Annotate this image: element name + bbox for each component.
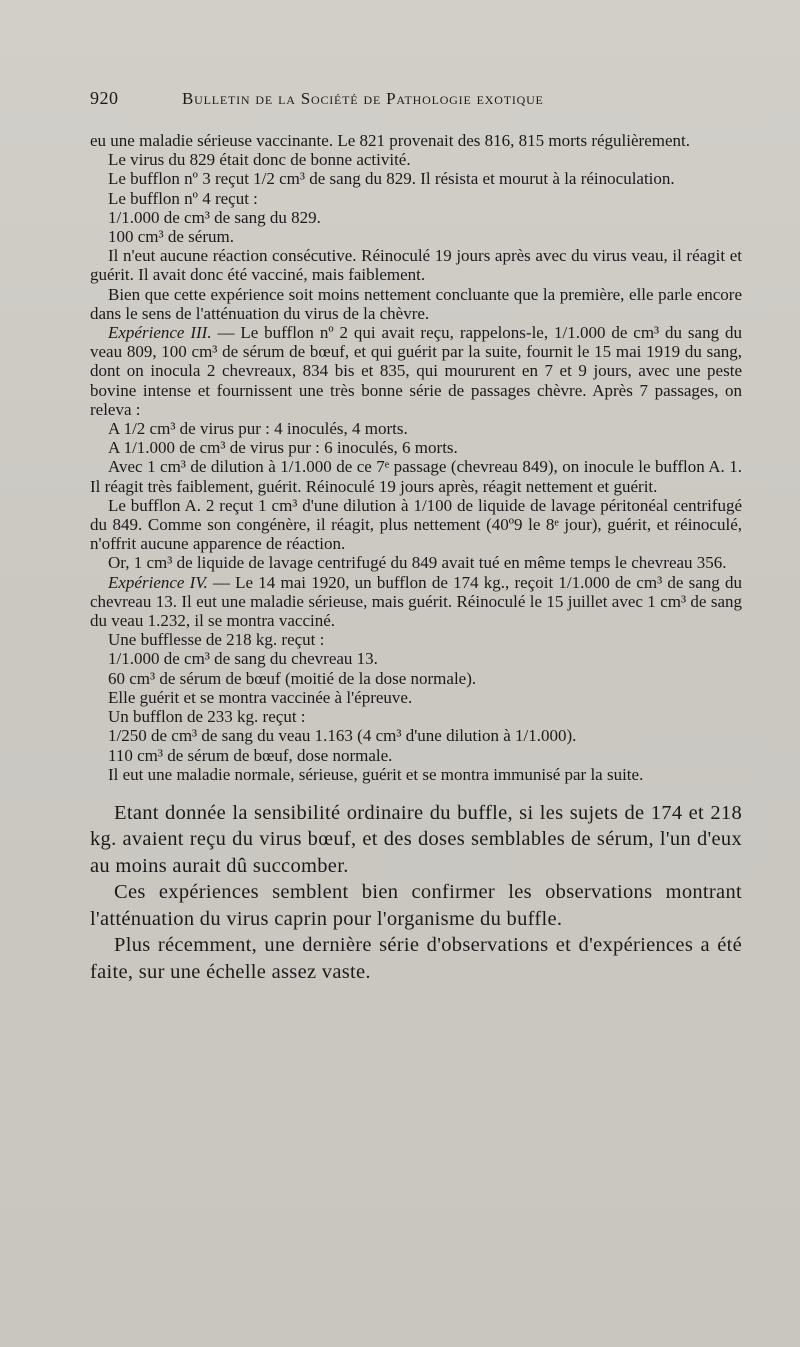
- paragraph-text: 1/250 de cm³ de sang du veau 1.163 (4 cm³ d'une dilution à 1/1.000).: [108, 726, 577, 746]
- paragraph-text: 100 cm³ de sérum.: [108, 227, 234, 247]
- paragraph: [90, 438, 742, 457]
- paragraph: [90, 208, 742, 227]
- running-title: Bulletin de la Société de Pathologie exotique: [182, 89, 544, 108]
- experiment-label: Expérience IV.: [108, 572, 208, 592]
- paragraph: [90, 707, 742, 726]
- paragraph-text: Il n'eut aucune réaction consécutive. Réinoculé 19 jours après avec du virus veau, il réagit et guérit. Il avait donc été vacciné, mais faiblement.: [90, 246, 742, 285]
- paragraph: Ces expériences semblent bien confirmer les observations montrant l'atténuation du virus caprin pour l'organisme du buffle.: [90, 881, 742, 930]
- paragraph: Plus récemment, une dernière série d'observations et d'expériences a été faite, sur une échelle assez vaste.: [90, 934, 742, 983]
- paragraph: [90, 189, 742, 208]
- paragraph-text: Le bufflon A. 2 reçut 1 cm³ d'une dilution à 1/100 de liquide de lavage péritonéal centrifugé du 849. Comme son congénère, il réagit, plus nettement (40º9 le 8ᵉ jour), guérit, et réinoculé, n'offrit aucune apparence de réaction.: [90, 495, 742, 554]
- paragraph: [90, 573, 742, 631]
- paragraph: [90, 688, 742, 707]
- paragraph-text: Le bufflon nº 3 reçut 1/2 cm³ de sang du 829. Il résista et mourut à la réinoculation.: [108, 169, 675, 189]
- paragraph-text: — Le 14 mai 1920, un bufflon de 174 kg., reçoit 1/1.000 de cm³ de sang du chevreau 13. Il eut une maladie sérieuse, mais guérit. Réinoculé le 15 juillet avec 1 cm³ de sang du veau 1.232, il se montra vacciné.: [90, 572, 742, 631]
- paragraph-text: — Le bufflon nº 2 qui avait reçu, rappelons-le, 1/1.000 de cm³ du sang du veau 809, 100 cm³ de sérum de bœuf, et qui guérit par la suite, fournit le 15 mai 1919 du sang, dont on inocula 2 chevreaux, 834 bis et 835, qui moururent en 7 et 9 jours, avec une peste bovine intense et fournissent une très bonne série de passages chèvre. Après 7 passages, on releva :: [90, 323, 742, 419]
- paragraph-text: 1/1.000 de cm³ de sang du chevreau 13.: [108, 649, 378, 669]
- paragraph-text: A 1/2 cm³ de virus pur : 4 inoculés, 4 morts.: [108, 419, 408, 439]
- small-print-section: [90, 131, 742, 784]
- paragraph-text: Un bufflon de 233 kg. reçut :: [108, 707, 306, 727]
- paragraph: Etant donnée la sensibilité ordinaire du buffle, si les sujets de 174 et 218 kg. avaient reçu du virus bœuf, et des doses semblables de sérum, l'un d'eux au moins aurait dû succomber.: [90, 801, 742, 877]
- paragraph-text: A 1/1.000 de cm³ de virus pur : 6 inoculés, 6 morts.: [108, 438, 458, 458]
- paragraph: [90, 323, 742, 419]
- paragraph: [90, 726, 742, 745]
- experiment-label: Expérience III.: [108, 323, 212, 343]
- paragraph: [90, 419, 742, 438]
- paragraph: [90, 765, 742, 784]
- paragraph: [90, 669, 742, 688]
- paragraph-text: eu une maladie sérieuse vaccinante. Le 821 provenait des 816, 815 morts régulièrement.: [90, 131, 690, 150]
- paragraph: [90, 649, 742, 668]
- paragraph-text: Avec 1 cm³ de dilution à 1/1.000 de ce 7ᵉ passage (chevreau 849), on inocule le bufflon A. 1. Il réagit très faiblement, guérit. Réinoculé 19 jours après, réagit nettement et guérit.: [90, 457, 742, 496]
- paragraph-text: Le virus du 829 était donc de bonne activité.: [108, 150, 411, 170]
- paragraph-text: 110 cm³ de sérum de bœuf, dose normale.: [108, 745, 393, 765]
- paragraph: [90, 630, 742, 649]
- paragraph: [90, 150, 742, 169]
- paragraph: [90, 496, 742, 554]
- paragraph: [90, 746, 742, 765]
- paragraph: [90, 285, 742, 323]
- paragraph: [90, 553, 742, 572]
- paragraph-text: 1/1.000 de cm³ de sang du 829.: [108, 207, 321, 227]
- large-print-section: [90, 800, 742, 986]
- paragraph-text: Le bufflon nº 4 reçut :: [108, 188, 258, 208]
- paragraph-text: Bien que cette expérience soit moins nettement concluante que la première, elle parle encore dans le sens de l'atténuation du virus de la chèvre.: [90, 284, 742, 323]
- paragraph-text: Or, 1 cm³ de liquide de lavage centrifugé du 849 avait tué en même temps le chevreau 356.: [108, 553, 727, 573]
- paragraph-text: Il eut une maladie normale, sérieuse, guérit et se montra immunisé par la suite.: [108, 764, 644, 784]
- page-header: [90, 88, 742, 109]
- paragraph: [90, 131, 742, 150]
- paragraph-text: Une bufflesse de 218 kg. reçut :: [108, 630, 325, 650]
- paragraph: [90, 227, 742, 246]
- paragraph: [90, 457, 742, 495]
- page-number: 920: [90, 88, 119, 108]
- paragraph: [90, 246, 742, 284]
- paragraph: [90, 169, 742, 188]
- paragraph-text: 60 cm³ de sérum de bœuf (moitié de la dose normale).: [108, 668, 477, 688]
- paragraph-text: Elle guérit et se montra vaccinée à l'épreuve.: [108, 687, 413, 707]
